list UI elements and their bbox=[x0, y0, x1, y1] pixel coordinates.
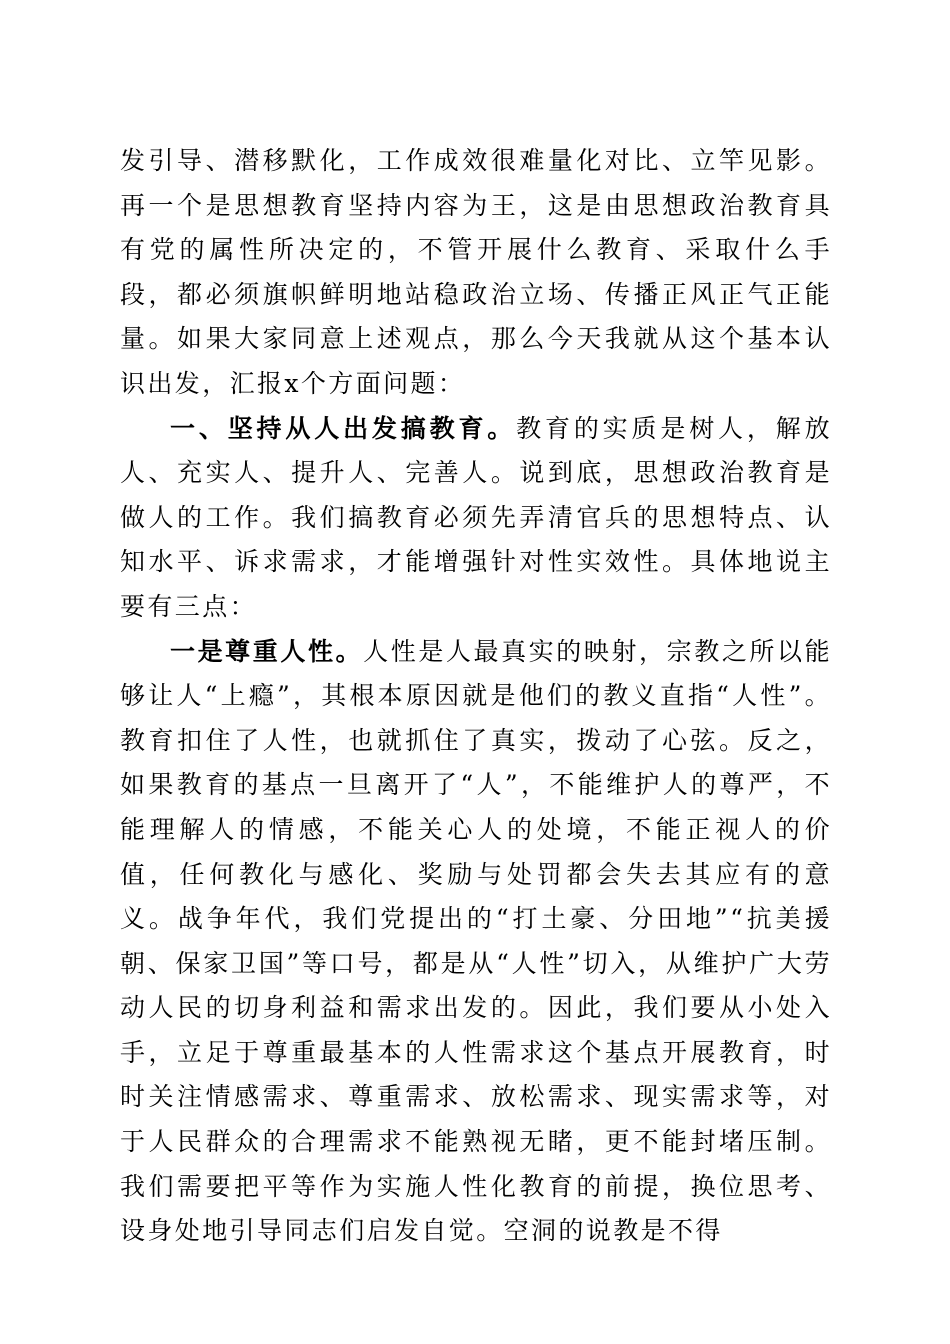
paragraph-text: 教育的实质是树人，解放人、充实人、提升人、完善人。说到底，思想政治教育是做人的工作。我们搞教育必须先弄清官兵的思想特点、认知水平、诉求需求，才能增强针对性实效性。具体地说主要有三点： bbox=[120, 413, 832, 621]
paragraph-text: 人性是人最真实的映射，宗教之所以能够让人“上瘾”，其根本原因就是他们的教义直指“人性”。教育扣住了人性，也就抓住了真实，拨动了心弦。反之，如果教育的基点一旦离开了“人”，不能维护人的尊严，不能理解人的情感，不能关心人的处境，不能正视人的价值，任何教化与感化、奖励与处罚都会失去其应有的意义。战争年代，我们党提出的“打土豪、分田地”“抗美援朝、保家卫国”等口号，都是从“人性”切入，从维护广大劳动人民的切身利益和需求出发的。因此，我们要从小处入手，立足于尊重最基本的人性需求这个基点开展教育，时时关注情感需求、尊重需求、放松需求、现实需求等，对于人民群众的合理需求不能熟视无睹，更不能封堵压制。我们需要把平等作为实施人性化教育的前提，换位思考、设身处地引导同志们启发自觉。空洞的说教是不得 bbox=[120, 636, 832, 1246]
paragraph-section-one bbox=[120, 407, 832, 630]
paragraph-text: 发引导、潜移默化，工作成效很难量化对比、立竿见影。再一个是思想教育坚持内容为王，这是由思想政治教育具有党的属性所决定的，不管开展什么教育、采取什么手段，都必须旗帜鲜明地站稳政治立场、传播正风正气正能量。如果大家同意上述观点，那么今天我就从这个基本认识出发，汇报x个方面问题： bbox=[120, 146, 832, 398]
paragraph-continuation bbox=[120, 139, 832, 407]
paragraph-point-one bbox=[120, 630, 832, 1254]
document-body bbox=[120, 139, 832, 1254]
point-heading: 一是尊重人性。 bbox=[170, 636, 364, 666]
section-heading: 一、坚持从人出发搞教育。 bbox=[170, 413, 517, 443]
